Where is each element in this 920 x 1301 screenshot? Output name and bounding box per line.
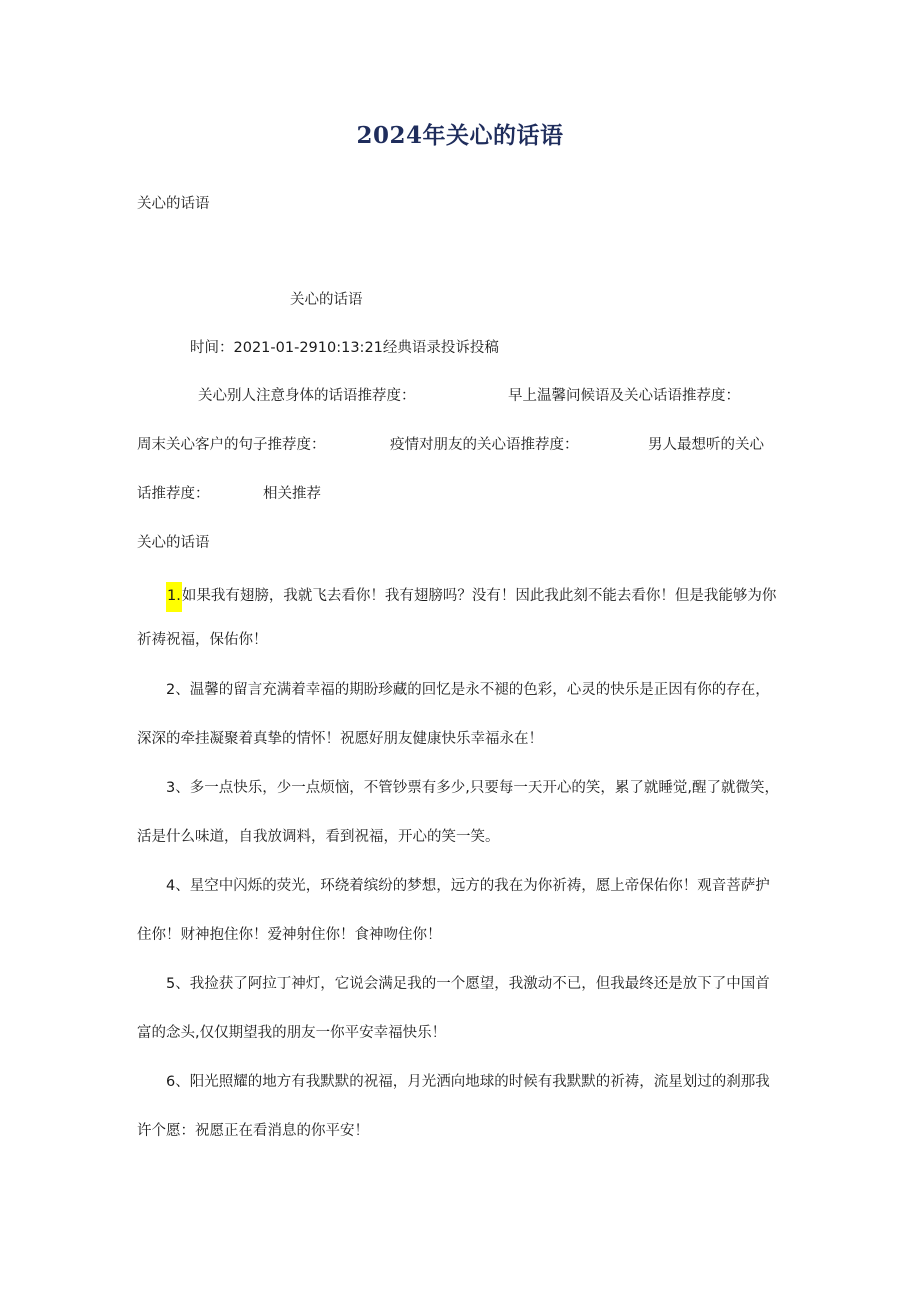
paragraph-line: 许个愿：祝愿正在看消息的你平安！ <box>137 1123 369 1139</box>
recommend-link: 周末关心客户的句子推荐度： <box>137 437 326 453</box>
recommend-link: 话推荐度： <box>137 486 210 502</box>
paragraph-line <box>166 582 776 612</box>
paragraph-line: 2、温馨的留言充满着幸福的期盼珍藏的回忆是永不褪的色彩，心灵的快乐是正因有你的存在， <box>166 682 770 698</box>
article-subtitle: 关心的话语 <box>290 292 363 308</box>
related-label: 相关推荐 <box>263 486 321 502</box>
paragraph-line: 活是什么味道，自我放调料，看到祝福，开心的笑一笑。 <box>137 829 500 845</box>
recommend-link: 早上温馨问候语及关心话语推荐度： <box>508 388 740 404</box>
paragraph-line: 3、多一点快乐，少一点烦恼，不管钞票有多少,只要每一天开心的笑，累了就睡觉,醒了就微笑， <box>166 780 779 796</box>
article-meta: 时间：2021-01-2910:13:21经典语录投诉投稿 <box>190 340 499 356</box>
highlighted-number: 1. <box>166 582 182 612</box>
paragraph-line: 住你！财神抱住你！爱神射住你！食神吻住你！ <box>137 927 442 943</box>
document-title: 2024年关心的话语 <box>356 122 564 149</box>
paragraph-line: 4、星空中闪烁的荧光，环绕着缤纷的梦想，远方的我在为你祈祷，愿上帝保佑你！观音菩萨护 <box>166 878 770 894</box>
paragraph-line: 5、我捡获了阿拉丁神灯，它说会满足我的一个愿望，我激动不已，但我最终还是放下了中国首 <box>166 976 770 992</box>
paragraph-line: 深深的牵挂凝聚着真挚的情怀！祝愿好朋友健康快乐幸福永在！ <box>137 731 543 747</box>
recommend-link: 疫情对朋友的关心语推荐度： <box>390 437 579 453</box>
section-heading: 关心的话语 <box>137 535 210 551</box>
recommend-link: 男人最想听的关心 <box>648 437 764 453</box>
recommend-link: 关心别人注意身体的话语推荐度： <box>198 388 416 404</box>
section-heading: 关心的话语 <box>137 196 210 212</box>
paragraph-line: 祈祷祝福，保佑你！ <box>137 632 268 648</box>
paragraph-line: 6、阳光照耀的地方有我默默的祝福，月光洒向地球的时候有我默默的祈祷，流星划过的刹那我 <box>166 1074 770 1090</box>
paragraph-line: 富的念头,仅仅期望我的朋友一你平安幸福快乐！ <box>137 1025 447 1041</box>
paragraph-text: 如果我有翅膀，我就飞去看你！我有翅膀吗？没有！因此我此刻不能去看你！但是我能够为你 <box>181 588 777 604</box>
